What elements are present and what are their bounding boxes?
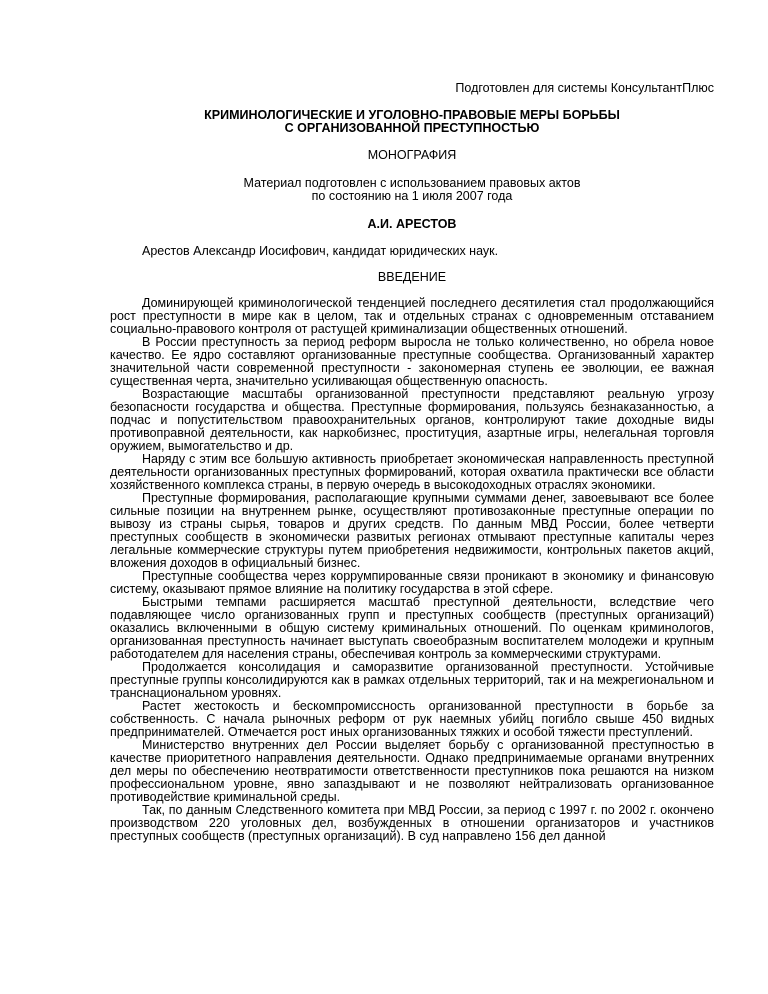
body-text <box>110 297 714 843</box>
paragraph: Возрастающие масштабы организованной преступности представляют реальную угрозу безопасности государства и общества. Преступные формирования, пользуясь безнаказанностью, а подчас и попустительством правоохранительных органов, контролируют такие доходные виды противоправной деятельности, как наркобизнес, проституция, азартные игры, нелегальная торговля оружием, вымогательство и др. <box>110 387 714 453</box>
material-note <box>110 177 714 203</box>
paragraph: Доминирующей криминологической тенденцией последнего десятилетия стал продолжающийся рост преступности в мире как в целом, так и отдельных странах с одновременным отставанием социально-правового контроля от растущей криминализации общественных отношений. <box>110 296 714 336</box>
paragraph: Растет жестокость и бескомпромиссность организованной преступности в борьбе за собственность. С начала рыночных реформ от рук наемных убийц погибло свыше 450 видных предпринимателей. Отмечается рост иных организованных тяжких и особой тяжести преступлений. <box>110 699 714 739</box>
paragraph: Так, по данным Следственного комитета при МВД России, за период с 1997 г. по 2002 г. окончено производством 220 уголовных дел, возбужденных в отношении организаторов и участников преступных сообществ (преступных организаций). В суд направлено 156 дел данной <box>110 803 714 843</box>
paragraph: Наряду с этим все большую активность приобретает экономическая направленность преступной деятельности организованных преступных формирований, которая охватила практически все области хозяйственного комплекса страны, в первую очередь в высокодоходных отраслях экономики. <box>110 452 714 492</box>
material-note-line-1: Материал подготовлен с использованием правовых актов <box>243 176 581 190</box>
paragraph: Быстрыми темпами расширяется масштаб преступной деятельности, вследствие чего подавляющее число организованных групп и преступных сообществ (преступных организаций) оказались включенными в общую систему криминальных отношений. По оценкам криминологов, организованная преступность начинает выступать своеобразным воспитателем молодежи и крупным работодателем для населения страны, обеспечивая контроль за коммерческими структурами. <box>110 595 714 661</box>
document-title-line-1: КРИМИНОЛОГИЧЕСКИЕ И УГОЛОВНО-ПРАВОВЫЕ МЕРЫ БОРЬБЫ <box>204 108 620 122</box>
document-subtitle: МОНОГРАФИЯ <box>367 148 457 162</box>
paragraph: Продолжается консолидация и саморазвитие организованной преступности. Устойчивые преступные группы консолидируются как в рамках отдельных территорий, так и на межрегиональном и транснациональном уровнях. <box>110 660 714 700</box>
document-title-line-2: С ОРГАНИЗОВАННОЙ ПРЕСТУПНОСТЬЮ <box>284 121 540 135</box>
paragraph: Преступные формирования, располагающие крупными суммами денег, завоевывают все более сильные позиции на внутреннем рынке, осуществляют противозаконные преступные операции по вывозу из страны сырья, товаров и других средств. По данным МВД России, более четверти преступных сообществ в экономически развитых регионах отмывают преступные капиталы через легальные коммерческие структуры путем приобретения недвижимости, контрольных пакетов акций, вложения доходов в официальный бизнес. <box>110 491 714 570</box>
prepared-for-note: Подготовлен для системы КонсультантПлюс <box>455 81 714 95</box>
section-heading-introduction: ВВЕДЕНИЕ <box>377 270 447 284</box>
paragraph: В России преступность за период реформ выросла не только количественно, но обрела новое качество. Ее ядро составляют организованные преступные сообщества. Организованный характер значительной части современной преступности - закономерная ступень ее эволюции, ее важная существенная черта, значительно усиливающая общественную опасность. <box>110 335 714 388</box>
paragraph: Преступные сообщества через коррумпированные связи проникают в экономику и финансовую систему, оказывают прямое влияние на политику государства в этой сфере. <box>110 569 714 596</box>
document-title <box>110 109 714 135</box>
material-note-line-2: по состоянию на 1 июля 2007 года <box>311 189 513 203</box>
author-name: А.И. АРЕСТОВ <box>367 217 457 231</box>
paragraph: Министерство внутренних дел России выделяет борьбу с организованной преступностью в качестве приоритетного направления деятельности. Однако предпринимаемые органами внутренних дел меры по обеспечению неотвратимости ответственности преступников пока решаются на низком профессиональном уровне, явно запаздывают и не позволяют нейтрализовать организованное противодействие криминальной среды. <box>110 738 714 804</box>
author-info: Арестов Александр Иосифович, кандидат юридических наук. <box>142 244 499 258</box>
